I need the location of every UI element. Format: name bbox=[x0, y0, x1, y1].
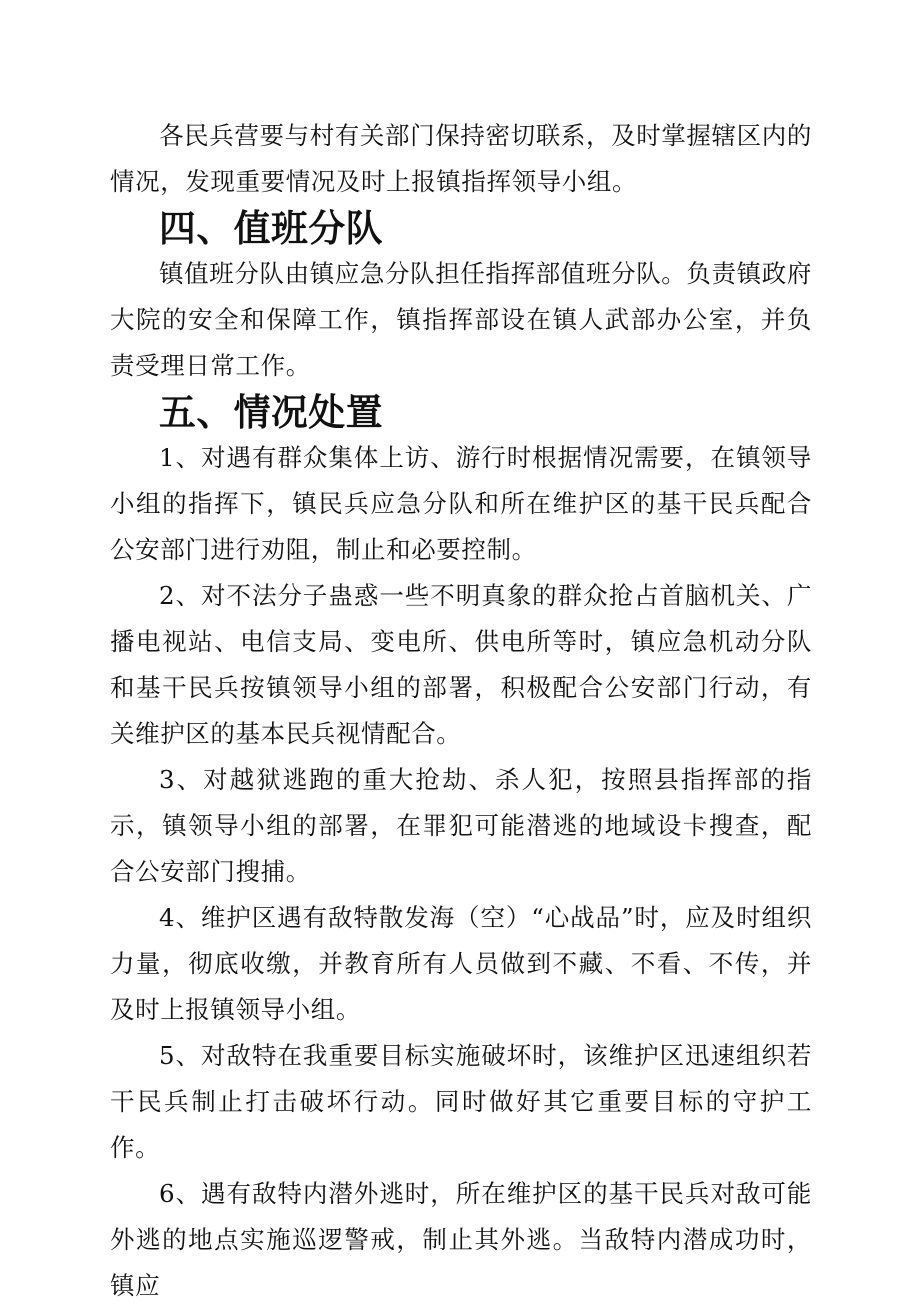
paragraph-item-4: 4、维护区遇有敌特散发海（空）“心战品”时，应及时组织力量，彻底收缴，并教育所有人员做到不藏、不看、不传，并及时上报镇领导小组。 bbox=[110, 903, 812, 1024]
section-heading-duty-team: 四、值班分队 bbox=[159, 206, 384, 250]
paragraph-duty-team: 镇值班分队由镇应急分队担任指挥部值班分队。负责镇政府大院的安全和保障工作，镇指挥部设在镇人武部办公室，并负责受理日常工作。 bbox=[110, 259, 812, 380]
paragraph-item-1: 1、对遇有群众集体上访、游行时根据情况需要，在镇领导小组的指挥下，镇民兵应急分队和所在维护区的基干民兵配合公安部门进行劝阻，制止和必要控制。 bbox=[110, 443, 812, 564]
paragraph-item-3: 3、对越狱逃跑的重大抢劫、杀人犯，按照县指挥部的指示，镇领导小组的部署，在罪犯可能潜逃的地域设卡搜查，配合公安部门搜捕。 bbox=[110, 765, 812, 886]
paragraph-item-2: 2、对不法分子蛊惑一些不明真象的群众抢占首脑机关、广播电视站、电信支局、变电所、供电所等时，镇应急机动分队和基干民兵按镇领导小组的部署，积极配合公安部门行动，有关维护区的基本民兵视情配合。 bbox=[110, 581, 812, 748]
section-heading-situation-handling: 五、情况处置 bbox=[159, 390, 384, 434]
paragraph-item-5: 5、对敌特在我重要目标实施破坏时，该维护区迅速组织若干民兵制止打击破坏行动。同时做好其它重要目标的守护工作。 bbox=[110, 1041, 812, 1162]
document-body bbox=[110, 113, 812, 1309]
paragraph-report-duty: 各民兵营要与村有关部门保持密切联系，及时掌握辖区内的情况，发现重要情况及时上报镇指挥领导小组。 bbox=[110, 121, 812, 196]
paragraph-item-6: 6、遇有敌特内潜外逃时，所在维护区的基干民兵对敌可能外逃的地点实施巡逻警戒，制止其外逃。当敌特内潜成功时，镇应 bbox=[110, 1179, 812, 1300]
